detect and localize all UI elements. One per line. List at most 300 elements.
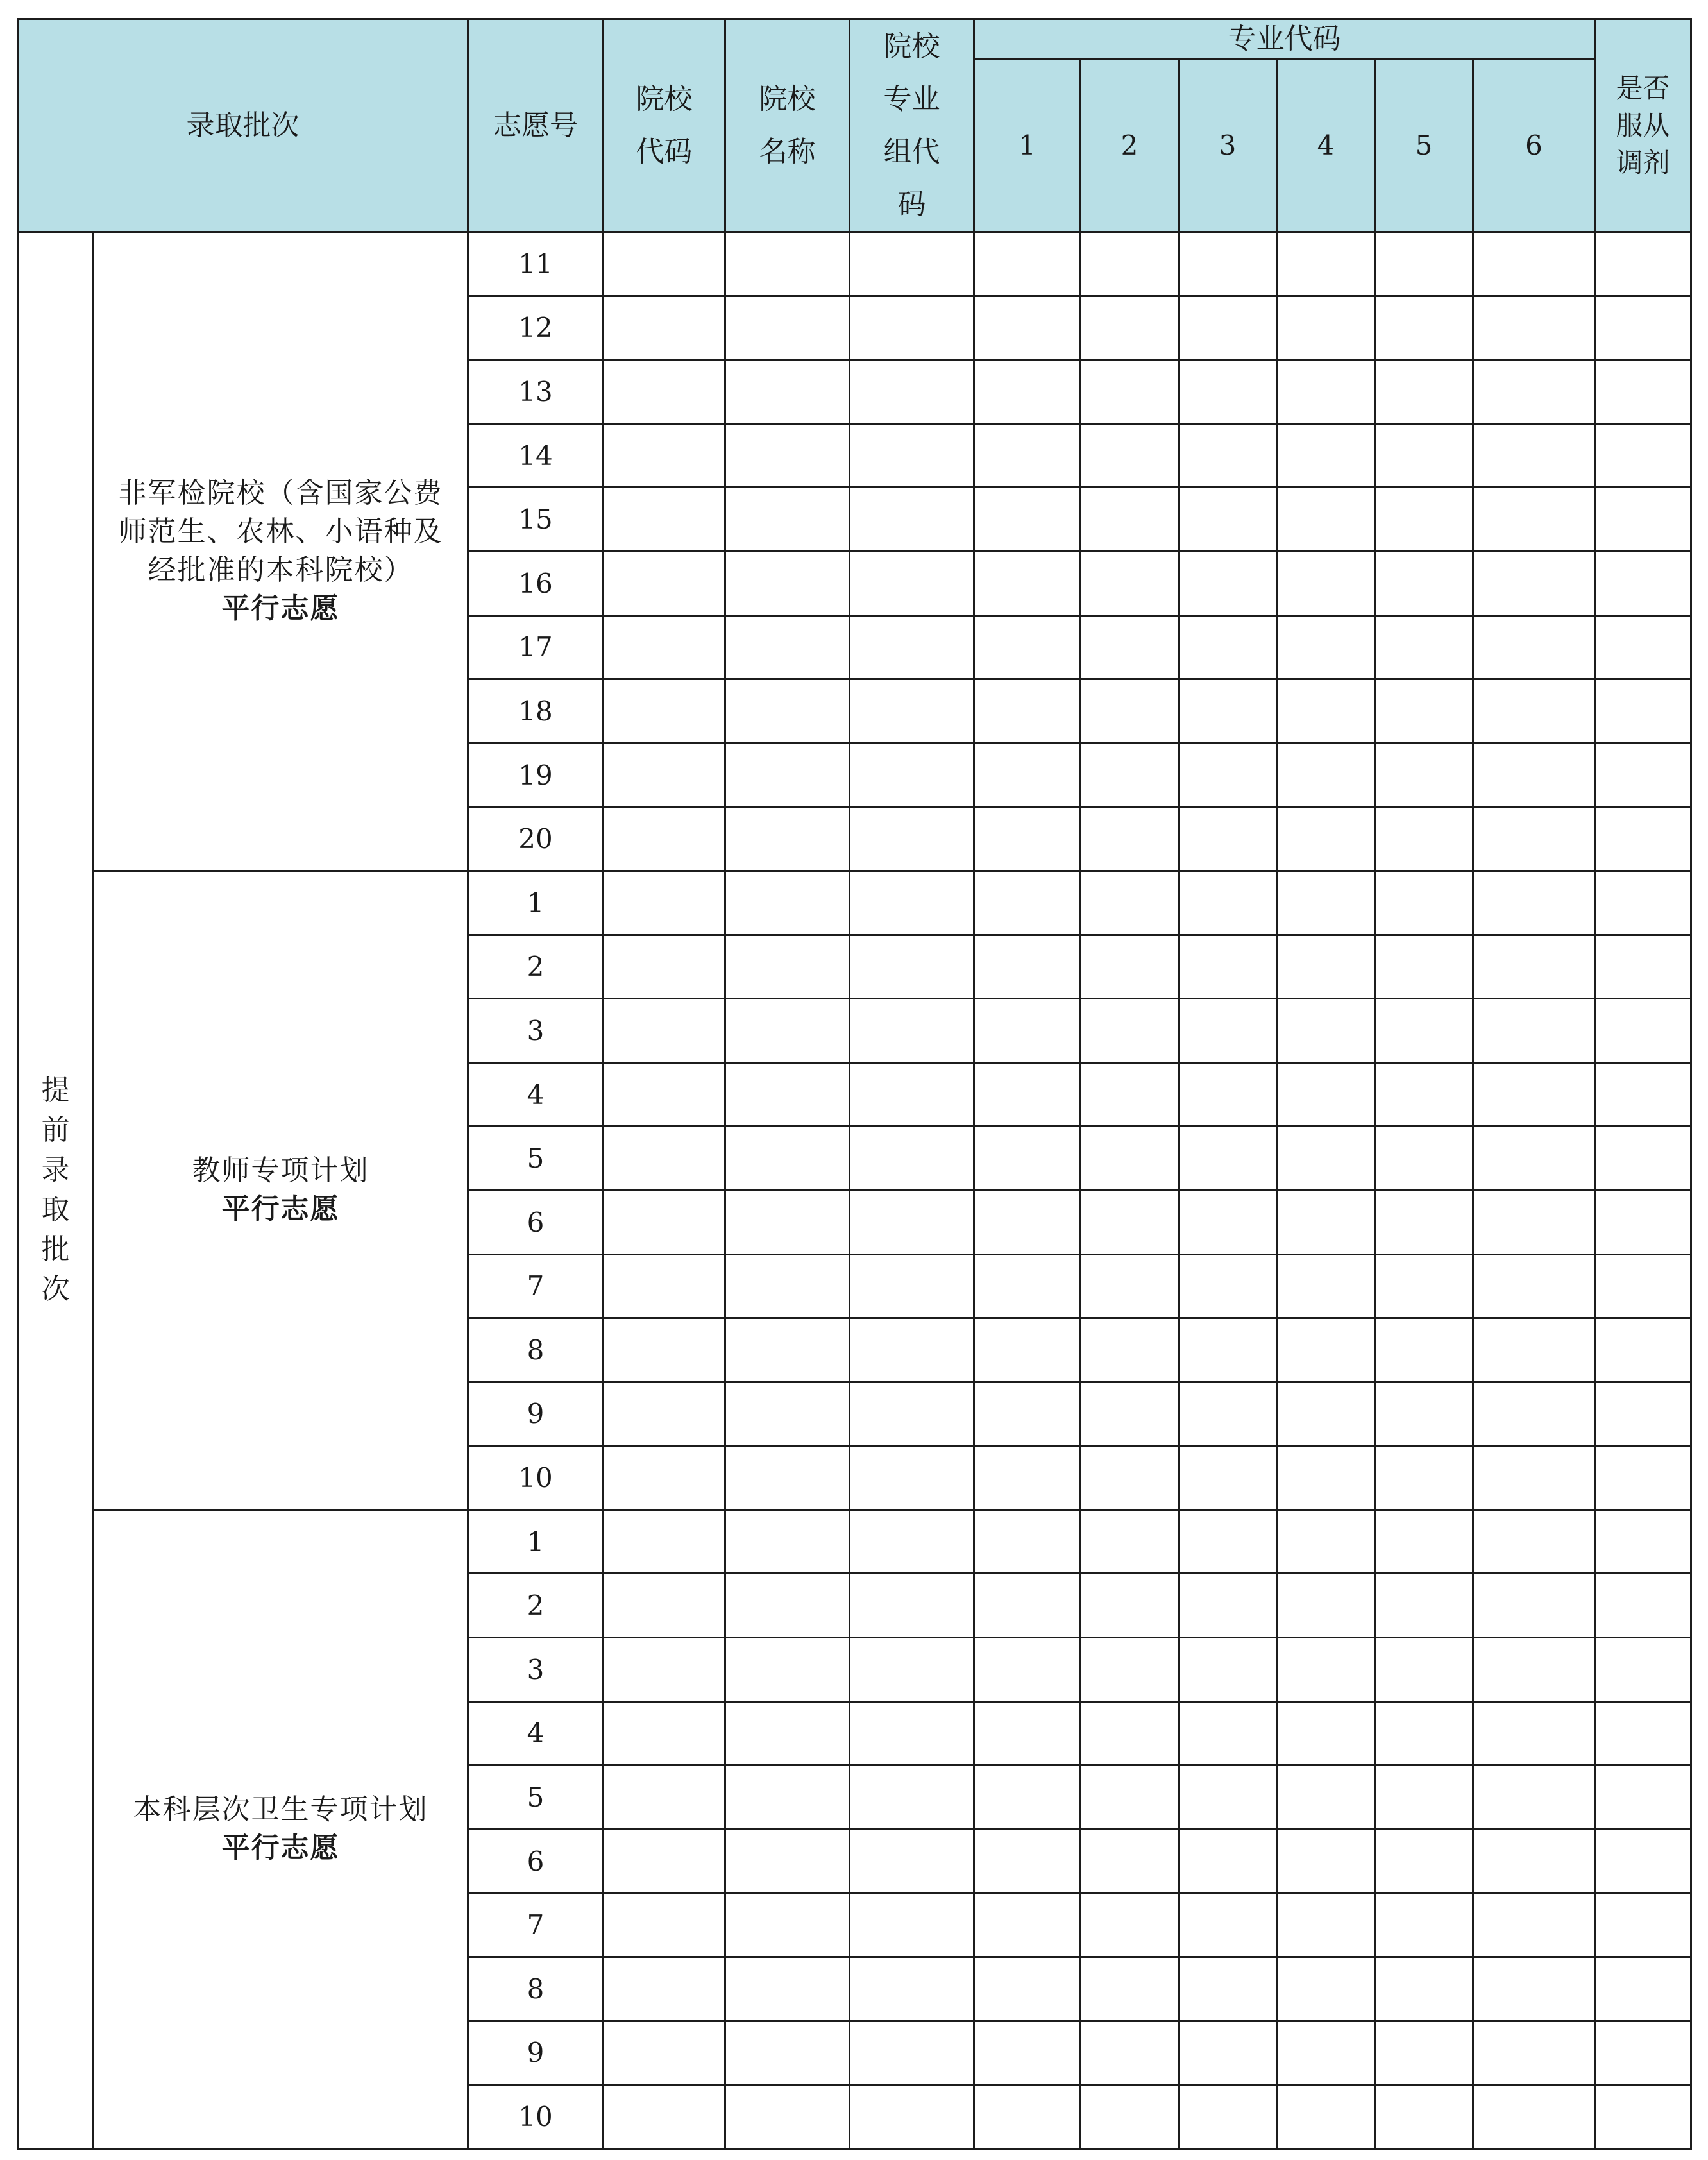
major-code-2-field[interactable] (1081, 1062, 1179, 1127)
major-code-3-field[interactable] (1179, 296, 1277, 360)
adjust-field[interactable] (1595, 935, 1691, 999)
major-code-6-field[interactable] (1473, 488, 1595, 552)
major-code-4-field[interactable] (1277, 807, 1375, 871)
major-code-5-field[interactable] (1375, 1382, 1473, 1446)
major-code-4-field[interactable] (1277, 1446, 1375, 1510)
major-code-2-field[interactable] (1081, 2085, 1179, 2149)
major-code-3-field[interactable] (1179, 1318, 1277, 1382)
school-name-field[interactable] (725, 2021, 850, 2085)
school-code-field[interactable] (604, 1701, 725, 1765)
group-code-field[interactable] (850, 1574, 974, 1638)
major-code-1-field[interactable] (974, 2085, 1081, 2149)
school-name-field[interactable] (725, 551, 850, 615)
adjust-field[interactable] (1595, 743, 1691, 807)
school-code-field[interactable] (604, 871, 725, 935)
school-code-field[interactable] (604, 2085, 725, 2149)
major-code-4-field[interactable] (1277, 1254, 1375, 1318)
major-code-3-field[interactable] (1179, 1638, 1277, 1702)
major-code-4-field[interactable] (1277, 1574, 1375, 1638)
major-code-4-field[interactable] (1277, 615, 1375, 679)
group-code-field[interactable] (850, 679, 974, 744)
major-code-1-field[interactable] (974, 1574, 1081, 1638)
major-code-3-field[interactable] (1179, 1765, 1277, 1830)
school-code-field[interactable] (604, 679, 725, 744)
major-code-1-field[interactable] (974, 1318, 1081, 1382)
major-code-3-field[interactable] (1179, 679, 1277, 744)
major-code-3-field[interactable] (1179, 999, 1277, 1063)
school-name-field[interactable] (725, 2085, 850, 2149)
school-code-field[interactable] (604, 935, 725, 999)
school-name-field[interactable] (725, 1765, 850, 1830)
major-code-4-field[interactable] (1277, 1509, 1375, 1574)
major-code-4-field[interactable] (1277, 999, 1375, 1063)
major-code-3-field[interactable] (1179, 1190, 1277, 1254)
school-name-field[interactable] (725, 1062, 850, 1127)
major-code-3-field[interactable] (1179, 1127, 1277, 1191)
major-code-3-field[interactable] (1179, 1957, 1277, 2021)
school-name-field[interactable] (725, 1893, 850, 1957)
school-name-field[interactable] (725, 1446, 850, 1510)
school-code-field[interactable] (604, 1382, 725, 1446)
major-code-6-field[interactable] (1473, 1765, 1595, 1830)
major-code-3-field[interactable] (1179, 1446, 1277, 1510)
major-code-4-field[interactable] (1277, 232, 1375, 296)
group-code-field[interactable] (850, 935, 974, 999)
major-code-6-field[interactable] (1473, 2021, 1595, 2085)
major-code-1-field[interactable] (974, 296, 1081, 360)
group-code-field[interactable] (850, 232, 974, 296)
major-code-5-field[interactable] (1375, 2085, 1473, 2149)
school-code-field[interactable] (604, 807, 725, 871)
adjust-field[interactable] (1595, 488, 1691, 552)
group-code-field[interactable] (850, 360, 974, 424)
major-code-2-field[interactable] (1081, 1893, 1179, 1957)
school-name-field[interactable] (725, 807, 850, 871)
major-code-2-field[interactable] (1081, 1509, 1179, 1574)
major-code-1-field[interactable] (974, 1446, 1081, 1510)
adjust-field[interactable] (1595, 999, 1691, 1063)
major-code-5-field[interactable] (1375, 1574, 1473, 1638)
major-code-6-field[interactable] (1473, 807, 1595, 871)
major-code-1-field[interactable] (974, 232, 1081, 296)
major-code-3-field[interactable] (1179, 551, 1277, 615)
major-code-5-field[interactable] (1375, 1765, 1473, 1830)
major-code-4-field[interactable] (1277, 296, 1375, 360)
group-code-field[interactable] (850, 1318, 974, 1382)
school-code-field[interactable] (604, 1574, 725, 1638)
school-code-field[interactable] (604, 1509, 725, 1574)
major-code-1-field[interactable] (974, 1765, 1081, 1830)
major-code-2-field[interactable] (1081, 1446, 1179, 1510)
major-code-6-field[interactable] (1473, 423, 1595, 488)
major-code-3-field[interactable] (1179, 488, 1277, 552)
major-code-4-field[interactable] (1277, 1318, 1375, 1382)
group-code-field[interactable] (850, 743, 974, 807)
school-code-field[interactable] (604, 999, 725, 1063)
school-name-field[interactable] (725, 935, 850, 999)
adjust-field[interactable] (1595, 1829, 1691, 1893)
major-code-2-field[interactable] (1081, 1957, 1179, 2021)
major-code-5-field[interactable] (1375, 296, 1473, 360)
school-code-field[interactable] (604, 615, 725, 679)
major-code-1-field[interactable] (974, 1062, 1081, 1127)
group-code-field[interactable] (850, 1509, 974, 1574)
major-code-2-field[interactable] (1081, 999, 1179, 1063)
major-code-6-field[interactable] (1473, 1318, 1595, 1382)
major-code-4-field[interactable] (1277, 743, 1375, 807)
major-code-5-field[interactable] (1375, 360, 1473, 424)
school-code-field[interactable] (604, 423, 725, 488)
major-code-4-field[interactable] (1277, 1638, 1375, 1702)
major-code-1-field[interactable] (974, 1829, 1081, 1893)
major-code-4-field[interactable] (1277, 871, 1375, 935)
major-code-1-field[interactable] (974, 679, 1081, 744)
adjust-field[interactable] (1595, 1446, 1691, 1510)
major-code-5-field[interactable] (1375, 1893, 1473, 1957)
major-code-4-field[interactable] (1277, 360, 1375, 424)
school-name-field[interactable] (725, 1957, 850, 2021)
adjust-field[interactable] (1595, 232, 1691, 296)
major-code-6-field[interactable] (1473, 1190, 1595, 1254)
major-code-3-field[interactable] (1179, 2085, 1277, 2149)
major-code-1-field[interactable] (974, 1638, 1081, 1702)
major-code-1-field[interactable] (974, 551, 1081, 615)
major-code-4-field[interactable] (1277, 1893, 1375, 1957)
major-code-1-field[interactable] (974, 1893, 1081, 1957)
major-code-2-field[interactable] (1081, 935, 1179, 999)
group-code-field[interactable] (850, 1893, 974, 1957)
school-name-field[interactable] (725, 1254, 850, 1318)
adjust-field[interactable] (1595, 1638, 1691, 1702)
major-code-6-field[interactable] (1473, 1127, 1595, 1191)
school-name-field[interactable] (725, 679, 850, 744)
school-code-field[interactable] (604, 1957, 725, 2021)
group-code-field[interactable] (850, 1765, 974, 1830)
school-code-field[interactable] (604, 1446, 725, 1510)
school-name-field[interactable] (725, 360, 850, 424)
major-code-6-field[interactable] (1473, 743, 1595, 807)
adjust-field[interactable] (1595, 423, 1691, 488)
major-code-6-field[interactable] (1473, 1701, 1595, 1765)
school-name-field[interactable] (725, 1574, 850, 1638)
major-code-1-field[interactable] (974, 2021, 1081, 2085)
major-code-1-field[interactable] (974, 999, 1081, 1063)
group-code-field[interactable] (850, 871, 974, 935)
school-code-field[interactable] (604, 1318, 725, 1382)
major-code-6-field[interactable] (1473, 999, 1595, 1063)
adjust-field[interactable] (1595, 615, 1691, 679)
major-code-5-field[interactable] (1375, 1957, 1473, 2021)
major-code-3-field[interactable] (1179, 743, 1277, 807)
school-name-field[interactable] (725, 1318, 850, 1382)
major-code-2-field[interactable] (1081, 1318, 1179, 1382)
major-code-2-field[interactable] (1081, 1127, 1179, 1191)
group-code-field[interactable] (850, 1190, 974, 1254)
group-code-field[interactable] (850, 2021, 974, 2085)
major-code-6-field[interactable] (1473, 1254, 1595, 1318)
major-code-5-field[interactable] (1375, 999, 1473, 1063)
major-code-6-field[interactable] (1473, 1382, 1595, 1446)
major-code-3-field[interactable] (1179, 1574, 1277, 1638)
major-code-6-field[interactable] (1473, 1957, 1595, 2021)
school-code-field[interactable] (604, 1765, 725, 1830)
school-code-field[interactable] (604, 1638, 725, 1702)
major-code-6-field[interactable] (1473, 615, 1595, 679)
major-code-3-field[interactable] (1179, 1893, 1277, 1957)
major-code-3-field[interactable] (1179, 2021, 1277, 2085)
major-code-1-field[interactable] (974, 807, 1081, 871)
major-code-4-field[interactable] (1277, 935, 1375, 999)
adjust-field[interactable] (1595, 360, 1691, 424)
major-code-2-field[interactable] (1081, 807, 1179, 871)
major-code-1-field[interactable] (974, 423, 1081, 488)
major-code-3-field[interactable] (1179, 935, 1277, 999)
major-code-4-field[interactable] (1277, 2021, 1375, 2085)
major-code-6-field[interactable] (1473, 1574, 1595, 1638)
adjust-field[interactable] (1595, 2021, 1691, 2085)
school-name-field[interactable] (725, 296, 850, 360)
major-code-5-field[interactable] (1375, 679, 1473, 744)
major-code-1-field[interactable] (974, 360, 1081, 424)
adjust-field[interactable] (1595, 1893, 1691, 1957)
major-code-2-field[interactable] (1081, 871, 1179, 935)
major-code-3-field[interactable] (1179, 1829, 1277, 1893)
major-code-5-field[interactable] (1375, 1254, 1473, 1318)
adjust-field[interactable] (1595, 1382, 1691, 1446)
major-code-5-field[interactable] (1375, 1062, 1473, 1127)
school-name-field[interactable] (725, 1190, 850, 1254)
major-code-1-field[interactable] (974, 488, 1081, 552)
group-code-field[interactable] (850, 551, 974, 615)
major-code-5-field[interactable] (1375, 1190, 1473, 1254)
school-code-field[interactable] (604, 1829, 725, 1893)
major-code-2-field[interactable] (1081, 1190, 1179, 1254)
adjust-field[interactable] (1595, 1509, 1691, 1574)
major-code-1-field[interactable] (974, 1190, 1081, 1254)
major-code-5-field[interactable] (1375, 423, 1473, 488)
adjust-field[interactable] (1595, 1957, 1691, 2021)
major-code-2-field[interactable] (1081, 551, 1179, 615)
group-code-field[interactable] (850, 488, 974, 552)
major-code-6-field[interactable] (1473, 1893, 1595, 1957)
major-code-1-field[interactable] (974, 935, 1081, 999)
major-code-4-field[interactable] (1277, 1701, 1375, 1765)
school-name-field[interactable] (725, 1382, 850, 1446)
major-code-2-field[interactable] (1081, 1574, 1179, 1638)
major-code-1-field[interactable] (974, 1254, 1081, 1318)
major-code-6-field[interactable] (1473, 679, 1595, 744)
major-code-6-field[interactable] (1473, 296, 1595, 360)
major-code-6-field[interactable] (1473, 871, 1595, 935)
school-code-field[interactable] (604, 488, 725, 552)
adjust-field[interactable] (1595, 1127, 1691, 1191)
major-code-2-field[interactable] (1081, 232, 1179, 296)
major-code-1-field[interactable] (974, 743, 1081, 807)
major-code-2-field[interactable] (1081, 1829, 1179, 1893)
school-name-field[interactable] (725, 999, 850, 1063)
major-code-3-field[interactable] (1179, 360, 1277, 424)
major-code-4-field[interactable] (1277, 1382, 1375, 1446)
major-code-4-field[interactable] (1277, 679, 1375, 744)
major-code-3-field[interactable] (1179, 1062, 1277, 1127)
major-code-3-field[interactable] (1179, 1509, 1277, 1574)
major-code-2-field[interactable] (1081, 1638, 1179, 1702)
major-code-1-field[interactable] (974, 871, 1081, 935)
major-code-5-field[interactable] (1375, 1829, 1473, 1893)
major-code-5-field[interactable] (1375, 615, 1473, 679)
school-code-field[interactable] (604, 2021, 725, 2085)
major-code-2-field[interactable] (1081, 1765, 1179, 1830)
group-code-field[interactable] (850, 999, 974, 1063)
school-code-field[interactable] (604, 551, 725, 615)
adjust-field[interactable] (1595, 2085, 1691, 2149)
major-code-2-field[interactable] (1081, 296, 1179, 360)
school-name-field[interactable] (725, 488, 850, 552)
major-code-1-field[interactable] (974, 615, 1081, 679)
major-code-3-field[interactable] (1179, 232, 1277, 296)
major-code-6-field[interactable] (1473, 1062, 1595, 1127)
adjust-field[interactable] (1595, 807, 1691, 871)
school-name-field[interactable] (725, 1638, 850, 1702)
major-code-3-field[interactable] (1179, 871, 1277, 935)
group-code-field[interactable] (850, 1638, 974, 1702)
major-code-5-field[interactable] (1375, 488, 1473, 552)
major-code-1-field[interactable] (974, 1957, 1081, 2021)
major-code-5-field[interactable] (1375, 551, 1473, 615)
major-code-5-field[interactable] (1375, 1318, 1473, 1382)
major-code-3-field[interactable] (1179, 1701, 1277, 1765)
major-code-2-field[interactable] (1081, 1254, 1179, 1318)
group-code-field[interactable] (850, 1254, 974, 1318)
school-name-field[interactable] (725, 1509, 850, 1574)
school-name-field[interactable] (725, 1127, 850, 1191)
major-code-2-field[interactable] (1081, 743, 1179, 807)
major-code-2-field[interactable] (1081, 679, 1179, 744)
school-code-field[interactable] (604, 232, 725, 296)
group-code-field[interactable] (850, 1957, 974, 2021)
group-code-field[interactable] (850, 423, 974, 488)
major-code-5-field[interactable] (1375, 1638, 1473, 1702)
major-code-5-field[interactable] (1375, 1509, 1473, 1574)
major-code-5-field[interactable] (1375, 807, 1473, 871)
major-code-3-field[interactable] (1179, 1254, 1277, 1318)
major-code-4-field[interactable] (1277, 1829, 1375, 1893)
major-code-5-field[interactable] (1375, 743, 1473, 807)
school-code-field[interactable] (604, 743, 725, 807)
major-code-4-field[interactable] (1277, 1062, 1375, 1127)
major-code-3-field[interactable] (1179, 423, 1277, 488)
major-code-4-field[interactable] (1277, 1190, 1375, 1254)
major-code-6-field[interactable] (1473, 1829, 1595, 1893)
group-code-field[interactable] (850, 615, 974, 679)
adjust-field[interactable] (1595, 871, 1691, 935)
major-code-4-field[interactable] (1277, 488, 1375, 552)
adjust-field[interactable] (1595, 1765, 1691, 1830)
group-code-field[interactable] (850, 1382, 974, 1446)
major-code-2-field[interactable] (1081, 488, 1179, 552)
major-code-3-field[interactable] (1179, 615, 1277, 679)
adjust-field[interactable] (1595, 1701, 1691, 1765)
group-code-field[interactable] (850, 1701, 974, 1765)
group-code-field[interactable] (850, 807, 974, 871)
school-code-field[interactable] (604, 360, 725, 424)
adjust-field[interactable] (1595, 551, 1691, 615)
school-code-field[interactable] (604, 1893, 725, 1957)
major-code-1-field[interactable] (974, 1701, 1081, 1765)
school-name-field[interactable] (725, 423, 850, 488)
school-name-field[interactable] (725, 743, 850, 807)
school-code-field[interactable] (604, 1254, 725, 1318)
school-name-field[interactable] (725, 232, 850, 296)
major-code-2-field[interactable] (1081, 1382, 1179, 1446)
school-code-field[interactable] (604, 296, 725, 360)
school-code-field[interactable] (604, 1062, 725, 1127)
adjust-field[interactable] (1595, 1062, 1691, 1127)
major-code-5-field[interactable] (1375, 232, 1473, 296)
group-code-field[interactable] (850, 1127, 974, 1191)
major-code-3-field[interactable] (1179, 807, 1277, 871)
school-code-field[interactable] (604, 1190, 725, 1254)
group-code-field[interactable] (850, 2085, 974, 2149)
major-code-6-field[interactable] (1473, 1638, 1595, 1702)
adjust-field[interactable] (1595, 1318, 1691, 1382)
major-code-5-field[interactable] (1375, 1446, 1473, 1510)
major-code-2-field[interactable] (1081, 615, 1179, 679)
major-code-4-field[interactable] (1277, 551, 1375, 615)
adjust-field[interactable] (1595, 296, 1691, 360)
adjust-field[interactable] (1595, 1254, 1691, 1318)
major-code-5-field[interactable] (1375, 935, 1473, 999)
major-code-4-field[interactable] (1277, 1127, 1375, 1191)
major-code-5-field[interactable] (1375, 1127, 1473, 1191)
school-name-field[interactable] (725, 1701, 850, 1765)
major-code-6-field[interactable] (1473, 551, 1595, 615)
major-code-4-field[interactable] (1277, 2085, 1375, 2149)
major-code-4-field[interactable] (1277, 423, 1375, 488)
major-code-2-field[interactable] (1081, 1701, 1179, 1765)
major-code-5-field[interactable] (1375, 2021, 1473, 2085)
major-code-6-field[interactable] (1473, 1509, 1595, 1574)
adjust-field[interactable] (1595, 1574, 1691, 1638)
school-name-field[interactable] (725, 1829, 850, 1893)
school-code-field[interactable] (604, 1127, 725, 1191)
group-code-field[interactable] (850, 296, 974, 360)
school-name-field[interactable] (725, 871, 850, 935)
adjust-field[interactable] (1595, 679, 1691, 744)
major-code-2-field[interactable] (1081, 423, 1179, 488)
major-code-4-field[interactable] (1277, 1957, 1375, 2021)
group-code-field[interactable] (850, 1829, 974, 1893)
group-code-field[interactable] (850, 1062, 974, 1127)
major-code-6-field[interactable] (1473, 360, 1595, 424)
adjust-field[interactable] (1595, 1190, 1691, 1254)
major-code-3-field[interactable] (1179, 1382, 1277, 1446)
major-code-1-field[interactable] (974, 1382, 1081, 1446)
major-code-5-field[interactable] (1375, 871, 1473, 935)
group-code-field[interactable] (850, 1446, 974, 1510)
major-code-2-field[interactable] (1081, 2021, 1179, 2085)
major-code-6-field[interactable] (1473, 2085, 1595, 2149)
major-code-6-field[interactable] (1473, 1446, 1595, 1510)
major-code-1-field[interactable] (974, 1509, 1081, 1574)
major-code-4-field[interactable] (1277, 1765, 1375, 1830)
major-code-1-field[interactable] (974, 1127, 1081, 1191)
major-code-6-field[interactable] (1473, 232, 1595, 296)
major-code-6-field[interactable] (1473, 935, 1595, 999)
major-code-2-field[interactable] (1081, 360, 1179, 424)
school-name-field[interactable] (725, 615, 850, 679)
major-code-5-field[interactable] (1375, 1701, 1473, 1765)
